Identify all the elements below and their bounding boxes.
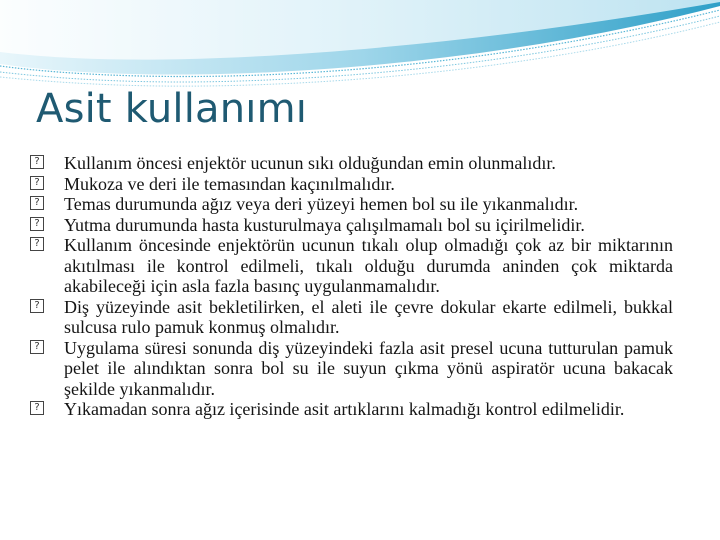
list-item-text: Kullanım öncesinde enjektörün ucunun tıkalı olup olmadığı çok az bir miktarının akıtılması ile kontrol edilmeli, tıkalı olduğu durumda aninden çok miktarda akabileceği için asla fazla basınç uygulanmamalıdır.: [64, 235, 673, 296]
bullet-icon: ?: [30, 155, 44, 169]
list-item-text: Diş yüzeyinde asit bekletilirken, el aleti ile çevre dokular ekarte edilmeli, bukkal sulcusa rulo pamuk konmuş olmalıdır.: [64, 296, 673, 337]
list-item-text: Yutma durumunda hasta kusturulmaya çalışılmamalı bol su içirilmelidir.: [64, 214, 585, 235]
list-item: [30, 235, 673, 297]
decorative-wave-header: [0, 0, 720, 90]
list-item: [30, 297, 673, 338]
list-item-text: Yıkamadan sonra ağız içerisinde asit artıklarını kalmadığı kontrol edilmelidir.: [64, 399, 625, 419]
list-item-text: Mukoza ve deri ile temasından kaçınılmalıdır.: [64, 173, 395, 194]
bullet-icon: ?: [30, 401, 44, 415]
list-item-text: Temas durumunda ağız veya deri yüzeyi hemen bol su ile yıkanmalıdır.: [64, 194, 579, 214]
bullet-list: [30, 153, 673, 420]
bullet-icon: ?: [30, 340, 44, 354]
list-item-text: Uygulama süresi sonunda diş yüzeyindeki fazla asit presel ucuna tutturulan pamuk pelet ile alındıktan sonra bol su ile suyun çıkma yönü aspiratör ucuna bakacak şekilde yıkanmalıdır.: [64, 337, 673, 399]
bullet-icon: ?: [30, 217, 44, 231]
list-item: [30, 174, 673, 195]
list-item: [30, 338, 673, 400]
list-item: [30, 399, 673, 420]
list-item-text: Kullanım öncesi enjektör ucunun sıkı olduğundan emin olunmalıdır.: [64, 153, 556, 173]
bullet-icon: ?: [30, 176, 44, 190]
list-item: [30, 194, 673, 215]
list-item: [30, 215, 673, 236]
list-item: [30, 153, 673, 174]
bullet-icon: ?: [30, 237, 44, 251]
bullet-icon: ?: [30, 196, 44, 210]
slide-title: Asit kullanımı: [36, 86, 308, 132]
bullet-icon: ?: [30, 299, 44, 313]
